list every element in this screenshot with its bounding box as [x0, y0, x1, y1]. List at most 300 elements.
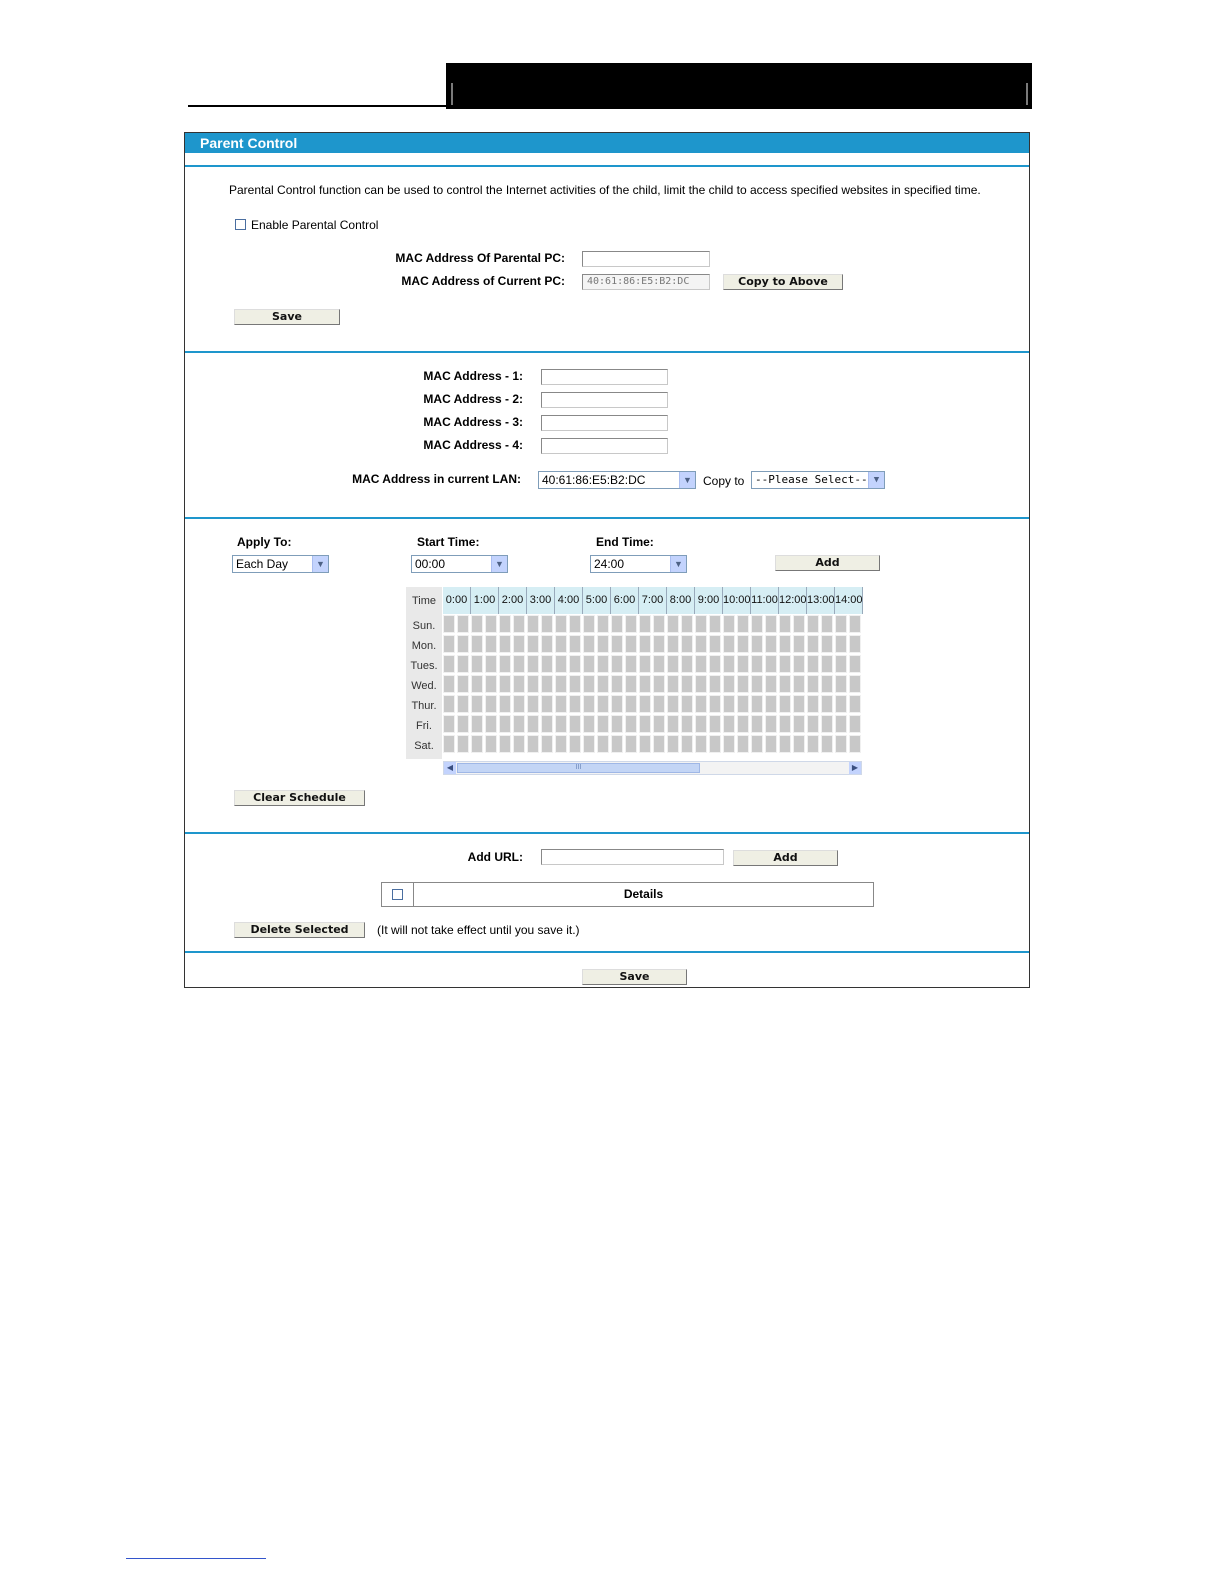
schedule-cell[interactable] — [569, 615, 581, 633]
schedule-hour-header: 6:00 — [611, 587, 639, 614]
schedule-cell[interactable] — [499, 695, 511, 713]
header-tick-left — [451, 83, 453, 105]
mac-2-input[interactable] — [541, 392, 668, 408]
schedule-cell[interactable] — [723, 615, 735, 633]
schedule-cell[interactable] — [555, 735, 567, 753]
schedule-hour-header: 7:00 — [639, 587, 667, 614]
schedule-cell[interactable] — [611, 655, 623, 673]
schedule-cell[interactable] — [443, 715, 455, 733]
schedule-cell[interactable] — [555, 635, 567, 653]
schedule-cell[interactable] — [639, 695, 651, 713]
copy-to-label: Copy to — [703, 474, 745, 488]
schedule-cell[interactable] — [527, 715, 539, 733]
schedule-day-label: Mon. — [411, 640, 437, 652]
add-url-label: Add URL: — [467, 850, 523, 864]
schedule-cell[interactable] — [583, 715, 595, 733]
schedule-day-label: Sat. — [414, 740, 434, 752]
start-time-label: Start Time: — [417, 535, 480, 549]
schedule-cell[interactable] — [625, 695, 637, 713]
schedule-cell[interactable] — [793, 695, 805, 713]
apply-to-select[interactable] — [232, 555, 329, 573]
schedule-hour-header: 1:00 — [471, 587, 499, 614]
lan-mac-label: MAC Address in current LAN: — [352, 472, 521, 486]
schedule-day-label: Tues. — [410, 660, 438, 672]
schedule-cell[interactable] — [653, 735, 665, 753]
schedule-cell[interactable] — [639, 735, 651, 753]
copy-to-above-button[interactable]: Copy to Above — [723, 274, 843, 290]
schedule-cell[interactable] — [471, 635, 483, 653]
schedule-cell[interactable] — [653, 675, 665, 693]
enable-parental-control-label: Enable Parental Control — [251, 218, 379, 232]
schedule-hour-header: 5:00 — [583, 587, 611, 614]
schedule-cell[interactable] — [695, 675, 707, 693]
chevron-down-icon: ▼ — [670, 556, 686, 572]
schedule-cell[interactable] — [737, 615, 749, 633]
schedule-cell[interactable] — [807, 715, 819, 733]
schedule-cell[interactable] — [695, 615, 707, 633]
schedule-cell[interactable] — [849, 615, 861, 633]
select-all-cell — [382, 883, 414, 906]
schedule-cell[interactable] — [471, 615, 483, 633]
mac-2-label: MAC Address - 2: — [423, 392, 523, 406]
schedule-cell[interactable] — [667, 615, 679, 633]
schedule-cell[interactable] — [695, 735, 707, 753]
schedule-cell[interactable] — [709, 675, 721, 693]
schedule-cell[interactable] — [457, 695, 469, 713]
schedule-cell[interactable] — [569, 715, 581, 733]
schedule-cell[interactable] — [681, 615, 693, 633]
schedule-cell[interactable] — [611, 715, 623, 733]
schedule-cell[interactable] — [611, 735, 623, 753]
schedule-cell[interactable] — [723, 635, 735, 653]
schedule-cell[interactable] — [835, 655, 847, 673]
schedule-cell[interactable] — [821, 695, 833, 713]
schedule-cell[interactable] — [471, 695, 483, 713]
separator — [185, 351, 1029, 353]
schedule-cell[interactable] — [485, 715, 497, 733]
schedule-cell[interactable] — [471, 655, 483, 673]
schedule-cell[interactable] — [541, 735, 553, 753]
schedule-time-header: Time — [411, 595, 437, 607]
schedule-cell[interactable] — [751, 635, 763, 653]
schedule-cell[interactable] — [835, 695, 847, 713]
schedule-cell[interactable] — [667, 735, 679, 753]
save-parental-button[interactable]: Save — [234, 309, 340, 325]
details-header: Details — [623, 887, 664, 901]
schedule-cell[interactable] — [653, 695, 665, 713]
schedule-cell[interactable] — [681, 635, 693, 653]
schedule-cell[interactable] — [513, 635, 525, 653]
mac-3-input[interactable] — [541, 415, 668, 431]
end-time-select[interactable] — [590, 555, 687, 573]
schedule-cell[interactable] — [835, 735, 847, 753]
schedule-cell[interactable] — [443, 675, 455, 693]
schedule-cell[interactable] — [723, 675, 735, 693]
schedule-cell[interactable] — [569, 635, 581, 653]
select-all-checkbox[interactable] — [392, 889, 403, 900]
schedule-cell[interactable] — [611, 675, 623, 693]
schedule-cell[interactable] — [471, 715, 483, 733]
schedule-cell[interactable] — [807, 615, 819, 633]
scroll-left-icon[interactable]: ◀ — [444, 762, 456, 774]
schedule-cell[interactable] — [499, 635, 511, 653]
schedule-cell[interactable] — [835, 615, 847, 633]
schedule-cell[interactable] — [779, 715, 791, 733]
schedule-cell[interactable] — [723, 715, 735, 733]
schedule-cell[interactable] — [569, 675, 581, 693]
scroll-grip: III — [575, 764, 582, 771]
schedule-cell[interactable] — [779, 615, 791, 633]
schedule-hour-header: 9:00 — [695, 587, 723, 614]
schedule-cell[interactable] — [639, 715, 651, 733]
separator — [185, 832, 1029, 834]
schedule-cell[interactable] — [597, 615, 609, 633]
schedule-cell[interactable] — [555, 655, 567, 673]
schedule-cell[interactable] — [793, 615, 805, 633]
schedule-cell[interactable] — [751, 715, 763, 733]
schedule-cell[interactable] — [765, 715, 777, 733]
schedule-cell[interactable] — [793, 655, 805, 673]
mac-1-label: MAC Address - 1: — [423, 369, 523, 383]
schedule-cell[interactable] — [821, 655, 833, 673]
schedule-cell[interactable] — [597, 735, 609, 753]
schedule-cell[interactable] — [527, 675, 539, 693]
schedule-cell[interactable] — [807, 635, 819, 653]
schedule-cell[interactable] — [639, 615, 651, 633]
schedule-cell[interactable] — [597, 655, 609, 673]
copy-to-selected: --Please Select-- — [755, 473, 868, 486]
schedule-hour-header: 10:00 — [723, 587, 751, 614]
schedule-cell[interactable] — [457, 675, 469, 693]
schedule-cell[interactable] — [779, 655, 791, 673]
schedule-cell[interactable] — [527, 695, 539, 713]
schedule-cell[interactable] — [611, 635, 623, 653]
schedule-day-label: Sun. — [412, 620, 436, 632]
schedule-cell[interactable] — [709, 735, 721, 753]
parent-control-panel — [184, 132, 1030, 988]
end-time-selected: 24:00 — [594, 557, 625, 571]
schedule-cell[interactable] — [513, 615, 525, 633]
schedule-cell[interactable] — [681, 715, 693, 733]
schedule-cell[interactable] — [737, 715, 749, 733]
schedule-cell[interactable] — [751, 735, 763, 753]
schedule-cell[interactable] — [471, 735, 483, 753]
schedule-cell[interactable] — [667, 655, 679, 673]
schedule-cell[interactable] — [709, 635, 721, 653]
mac-current-label: MAC Address of Current PC: — [401, 274, 565, 288]
schedule-cell[interactable] — [499, 715, 511, 733]
schedule-cell[interactable] — [485, 735, 497, 753]
schedule-cell[interactable] — [485, 635, 497, 653]
schedule-cell[interactable] — [597, 695, 609, 713]
mac-parental-input[interactable] — [582, 251, 710, 267]
schedule-cell[interactable] — [485, 675, 497, 693]
schedule-cell[interactable] — [821, 675, 833, 693]
schedule-cell[interactable] — [765, 695, 777, 713]
schedule-cell[interactable] — [793, 715, 805, 733]
separator — [185, 165, 1029, 167]
schedule-hour-header: 12:00 — [779, 587, 807, 614]
schedule-cell[interactable] — [457, 655, 469, 673]
schedule-cell[interactable] — [681, 655, 693, 673]
schedule-cell[interactable] — [653, 615, 665, 633]
schedule-cell[interactable] — [723, 655, 735, 673]
schedule-cell[interactable] — [849, 735, 861, 753]
schedule-cell[interactable] — [443, 655, 455, 673]
schedule-cell[interactable] — [583, 735, 595, 753]
schedule-cell[interactable] — [527, 615, 539, 633]
schedule-cell[interactable] — [597, 675, 609, 693]
schedule-cell[interactable] — [485, 695, 497, 713]
schedule-cell[interactable] — [457, 735, 469, 753]
schedule-cell[interactable] — [779, 735, 791, 753]
schedule-cell[interactable] — [695, 695, 707, 713]
schedule-cell[interactable] — [611, 615, 623, 633]
schedule-cell[interactable] — [555, 695, 567, 713]
schedule-cell[interactable] — [569, 655, 581, 673]
schedule-cell[interactable] — [849, 655, 861, 673]
schedule-cell[interactable] — [443, 735, 455, 753]
schedule-hour-header: 4:00 — [555, 587, 583, 614]
schedule-cell[interactable] — [793, 675, 805, 693]
header-tick-right — [1026, 83, 1028, 105]
schedule-cell[interactable] — [667, 635, 679, 653]
schedule-cell[interactable] — [751, 655, 763, 673]
schedule-cell[interactable] — [541, 655, 553, 673]
clear-schedule-button[interactable]: Clear Schedule — [234, 790, 365, 806]
schedule-cell[interactable] — [751, 615, 763, 633]
schedule-cell[interactable] — [457, 615, 469, 633]
apply-to-selected: Each Day — [236, 557, 289, 571]
schedule-cell[interactable] — [625, 715, 637, 733]
schedule-cell[interactable] — [737, 675, 749, 693]
schedule-cell[interactable] — [807, 675, 819, 693]
schedule-cell[interactable] — [737, 635, 749, 653]
chevron-down-icon: ▼ — [679, 472, 695, 488]
schedule-cell[interactable] — [513, 695, 525, 713]
schedule-cell[interactable] — [695, 635, 707, 653]
lan-mac-select[interactable] — [538, 471, 696, 489]
schedule-cell[interactable] — [835, 675, 847, 693]
schedule-cell[interactable] — [443, 635, 455, 653]
schedule-cell[interactable] — [835, 715, 847, 733]
schedule-cell[interactable] — [485, 615, 497, 633]
schedule-cell[interactable] — [499, 675, 511, 693]
schedule-cell[interactable] — [849, 715, 861, 733]
schedule-cell[interactable] — [779, 675, 791, 693]
schedule-cell[interactable] — [723, 695, 735, 713]
schedule-cell[interactable] — [583, 695, 595, 713]
schedule-cell[interactable] — [681, 675, 693, 693]
schedule-cell[interactable] — [555, 615, 567, 633]
schedule-cell[interactable] — [569, 735, 581, 753]
schedule-cell[interactable] — [695, 655, 707, 673]
schedule-cell[interactable] — [527, 635, 539, 653]
schedule-cell[interactable] — [681, 735, 693, 753]
url-details-table — [381, 882, 874, 907]
chevron-down-icon: ▼ — [491, 556, 507, 572]
schedule-cell[interactable] — [849, 695, 861, 713]
schedule-cell[interactable] — [653, 715, 665, 733]
schedule-hour-header: 14:00 — [835, 587, 863, 614]
schedule-hour-header: 8:00 — [667, 587, 695, 614]
intro-text: Parental Control function can be used to control the Internet activities of the child, limit the child to access specified websites in specified time. — [229, 183, 981, 197]
schedule-cell[interactable] — [625, 675, 637, 693]
schedule-cell[interactable] — [765, 655, 777, 673]
schedule-cell[interactable] — [513, 675, 525, 693]
schedule-cell[interactable] — [443, 695, 455, 713]
schedule-cell[interactable] — [653, 635, 665, 653]
schedule-cell[interactable] — [527, 655, 539, 673]
schedule-cell[interactable] — [541, 715, 553, 733]
schedule-cell[interactable] — [737, 735, 749, 753]
schedule-cell[interactable] — [765, 615, 777, 633]
schedule-cell[interactable] — [499, 615, 511, 633]
schedule-cell[interactable] — [695, 715, 707, 733]
schedule-cell[interactable] — [541, 695, 553, 713]
document-footer-rule — [126, 1558, 266, 1559]
mac-4-label: MAC Address - 4: — [423, 438, 523, 452]
schedule-cell[interactable] — [737, 655, 749, 673]
start-time-select[interactable] — [411, 555, 508, 573]
schedule-hour-header: 11:00 — [751, 587, 779, 614]
schedule-cell[interactable] — [499, 735, 511, 753]
schedule-cell[interactable] — [667, 695, 679, 713]
apply-to-label: Apply To: — [237, 535, 292, 549]
schedule-cell[interactable] — [625, 635, 637, 653]
scroll-thumb[interactable] — [457, 763, 700, 773]
schedule-hour-header: 2:00 — [499, 587, 527, 614]
schedule-scrollbar[interactable] — [443, 761, 862, 775]
schedule-cell[interactable] — [541, 615, 553, 633]
schedule-cell[interactable] — [625, 735, 637, 753]
schedule-cell[interactable] — [513, 715, 525, 733]
schedule-cell[interactable] — [625, 655, 637, 673]
save-button[interactable]: Save — [582, 969, 687, 985]
schedule-cell[interactable] — [849, 675, 861, 693]
schedule-day-label: Wed. — [411, 680, 437, 692]
mac-1-input[interactable] — [541, 369, 668, 385]
add-url-button[interactable]: Add — [733, 850, 838, 866]
chevron-down-icon: ▼ — [868, 472, 884, 488]
end-time-label: End Time: — [596, 535, 654, 549]
schedule-cell[interactable] — [709, 655, 721, 673]
schedule-cell[interactable] — [541, 635, 553, 653]
schedule-cell[interactable] — [513, 735, 525, 753]
schedule-cell[interactable] — [849, 635, 861, 653]
schedule-cell[interactable] — [569, 695, 581, 713]
schedule-cell[interactable] — [485, 655, 497, 673]
mac-parental-label: MAC Address Of Parental PC: — [395, 251, 565, 265]
mac-4-input[interactable] — [541, 438, 668, 454]
schedule-cell[interactable] — [583, 615, 595, 633]
schedule-cell[interactable] — [821, 635, 833, 653]
schedule-cell[interactable] — [779, 695, 791, 713]
schedule-cell[interactable] — [765, 635, 777, 653]
chevron-down-icon: ▼ — [312, 556, 328, 572]
schedule-cell[interactable] — [597, 715, 609, 733]
add-schedule-button[interactable]: Add — [775, 555, 880, 571]
schedule-cell[interactable] — [765, 735, 777, 753]
schedule-cell[interactable] — [821, 715, 833, 733]
schedule-cell[interactable] — [527, 735, 539, 753]
scroll-right-icon[interactable]: ▶ — [849, 762, 861, 774]
schedule-cell[interactable] — [807, 735, 819, 753]
schedule-cell[interactable] — [723, 735, 735, 753]
enable-parental-control-checkbox[interactable] — [235, 219, 246, 230]
schedule-day-label: Fri. — [416, 720, 432, 732]
schedule-cell[interactable] — [457, 715, 469, 733]
add-url-input[interactable] — [541, 849, 724, 865]
document-header-rule — [188, 105, 446, 107]
start-time-selected: 00:00 — [415, 557, 446, 571]
schedule-cell[interactable] — [667, 715, 679, 733]
schedule-cell[interactable] — [457, 635, 469, 653]
schedule-cell[interactable] — [751, 675, 763, 693]
delete-selected-button[interactable]: Delete Selected — [234, 922, 365, 938]
schedule-cell[interactable] — [555, 715, 567, 733]
schedule-cell[interactable] — [583, 675, 595, 693]
schedule-cell[interactable] — [709, 695, 721, 713]
schedule-cell[interactable] — [821, 735, 833, 753]
document-header-bar — [446, 63, 1032, 109]
schedule-hour-header: 3:00 — [527, 587, 555, 614]
schedule-cell[interactable] — [793, 735, 805, 753]
schedule-cell[interactable] — [471, 675, 483, 693]
schedule-cell[interactable] — [639, 655, 651, 673]
separator — [185, 517, 1029, 519]
schedule-cell[interactable] — [681, 695, 693, 713]
schedule-cell[interactable] — [597, 635, 609, 653]
schedule-cell[interactable] — [835, 635, 847, 653]
schedule-cell[interactable] — [583, 635, 595, 653]
mac-3-label: MAC Address - 3: — [423, 415, 523, 429]
schedule-cell[interactable] — [807, 695, 819, 713]
schedule-cell[interactable] — [709, 615, 721, 633]
schedule-cell[interactable] — [709, 715, 721, 733]
schedule-cell[interactable] — [667, 675, 679, 693]
schedule-cell[interactable] — [821, 615, 833, 633]
schedule-cell[interactable] — [611, 695, 623, 713]
schedule-cell[interactable] — [555, 675, 567, 693]
schedule-hour-header: 0:00 — [443, 587, 471, 614]
schedule-cell[interactable] — [541, 675, 553, 693]
schedule-cell[interactable] — [765, 675, 777, 693]
schedule-cell[interactable] — [793, 635, 805, 653]
schedule-cell[interactable] — [443, 615, 455, 633]
schedule-day-column — [406, 587, 442, 759]
schedule-cell[interactable] — [639, 675, 651, 693]
schedule-day-label: Thur. — [411, 700, 437, 712]
schedule-hour-header: 13:00 — [807, 587, 835, 614]
schedule-cell[interactable] — [583, 655, 595, 673]
lan-mac-selected: 40:61:86:E5:B2:DC — [542, 473, 646, 487]
save-note: (It will not take effect until you save it.) — [377, 923, 580, 937]
schedule-cell[interactable] — [499, 655, 511, 673]
separator — [185, 951, 1029, 953]
mac-current-input[interactable]: 40:61:86:E5:B2:DC — [582, 274, 710, 290]
schedule-cell[interactable] — [653, 655, 665, 673]
schedule-cell[interactable] — [625, 615, 637, 633]
schedule-cell[interactable] — [779, 635, 791, 653]
schedule-cell[interactable] — [639, 635, 651, 653]
schedule-cell[interactable] — [513, 655, 525, 673]
schedule-cell[interactable] — [807, 655, 819, 673]
copy-to-select[interactable] — [751, 471, 885, 489]
schedule-cell[interactable] — [737, 695, 749, 713]
panel-title: Parent Control — [185, 133, 1029, 153]
schedule-cell[interactable] — [751, 695, 763, 713]
